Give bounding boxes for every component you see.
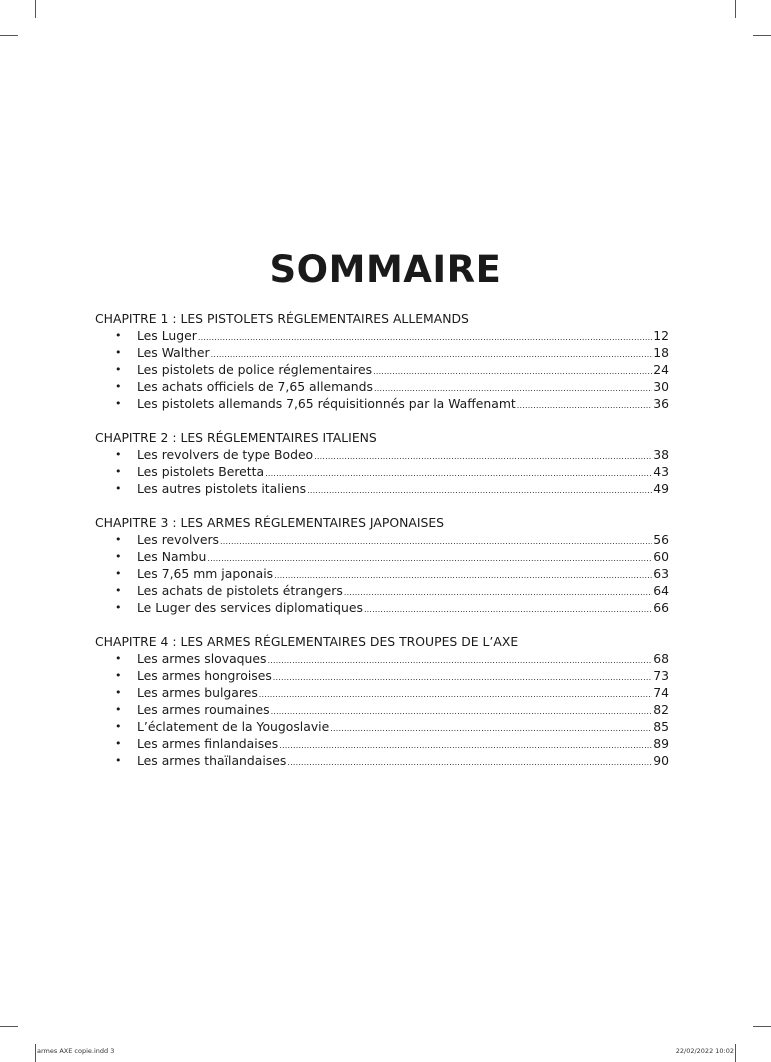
toc-page-number: 43 [653, 464, 669, 479]
toc-entry-label: Les achats de pistolets étrangers [137, 583, 343, 598]
toc-entry-label: Les pistolets de police réglementaires [137, 362, 373, 377]
toc-entry-label: Les Luger [137, 328, 197, 343]
chapter-title: CHAPITRE 1 : LES PISTOLETS RÉGLEMENTAIRES ALLEMANDS [95, 311, 469, 326]
toc-entry-label: Les armes hongroises [137, 668, 272, 683]
crop-mark [0, 1026, 18, 1027]
chapter-section [95, 633, 669, 769]
toc-entry [95, 752, 669, 769]
toc-entry [95, 344, 669, 361]
bullet-icon: • [115, 448, 122, 461]
bullet-icon: • [115, 329, 122, 342]
toc-entry-label: Les pistolets Beretta [137, 464, 265, 479]
toc-entry-label: Les revolvers [137, 532, 220, 547]
toc-page-number: 64 [653, 583, 669, 598]
chapter-title: CHAPITRE 4 : LES ARMES RÉGLEMENTAIRES DES TROUPES DE L’AXE [95, 634, 519, 649]
toc-page-number: 60 [653, 549, 669, 564]
bullet-icon: • [115, 754, 122, 767]
bullet-icon: • [115, 482, 122, 495]
toc-page-number: 85 [653, 719, 669, 734]
dot-leader [364, 601, 652, 618]
footer-file-name: armes AXE copie.indd 3 [37, 1047, 115, 1055]
toc-page-number: 90 [653, 753, 669, 768]
crop-mark [35, 0, 36, 18]
toc-page-number: 12 [653, 328, 669, 343]
bullet-icon: • [115, 363, 122, 376]
bullet-icon: • [115, 533, 122, 546]
bullet-icon: • [115, 652, 122, 665]
toc-page-number: 68 [653, 651, 669, 666]
bullet-icon: • [115, 686, 122, 699]
bullet-icon: • [115, 601, 122, 614]
chapter-section [95, 429, 669, 497]
bullet-icon: • [115, 567, 122, 580]
dot-leader [287, 754, 652, 771]
toc-page-number: 18 [653, 345, 669, 360]
toc-entry [95, 395, 669, 412]
bullet-icon: • [115, 703, 122, 716]
toc-page-number: 74 [653, 685, 669, 700]
chapter-title: CHAPITRE 2 : LES RÉGLEMENTAIRES ITALIENS [95, 430, 377, 445]
toc-entry [95, 548, 669, 565]
toc-entry [95, 565, 669, 582]
toc-page-number: 66 [653, 600, 669, 615]
bullet-icon: • [115, 465, 122, 478]
toc-entry [95, 667, 669, 684]
toc-entry-label: Les armes slovaques [137, 651, 267, 666]
crop-mark [0, 35, 18, 36]
bullet-icon: • [115, 550, 122, 563]
crop-mark [735, 0, 736, 18]
crop-mark [753, 1026, 771, 1027]
chapter-title: CHAPITRE 3 : LES ARMES RÉGLEMENTAIRES JAPONAISES [95, 515, 445, 530]
toc-entry-label: Les achats officiels de 7,65 allemands [137, 379, 373, 394]
toc-entry [95, 463, 669, 480]
toc-entry-label: Les pistolets allemands 7,65 réquisitionnés par la Waffenamt [137, 396, 516, 411]
toc-entry [95, 327, 669, 344]
toc-page-number: 63 [653, 566, 669, 581]
toc-entry-label: Les armes roumaines [137, 702, 270, 717]
toc-page-number: 36 [653, 396, 669, 411]
bullet-icon: • [115, 669, 122, 682]
toc-entry [95, 582, 669, 599]
toc-entry [95, 650, 669, 667]
chapter-section [95, 310, 669, 412]
toc-page-number: 24 [653, 362, 669, 377]
toc-page-number: 56 [653, 532, 669, 547]
toc-entry [95, 531, 669, 548]
table-of-contents [95, 310, 669, 786]
bullet-icon: • [115, 380, 122, 393]
toc-entry [95, 446, 669, 463]
toc-entry-label: Les armes thaïlandaises [137, 753, 287, 768]
dot-leader [307, 482, 652, 499]
toc-entry [95, 480, 669, 497]
footer-datetime: 22/02/2022 10:02 [675, 1047, 734, 1055]
toc-page-number: 38 [653, 447, 669, 462]
toc-entry-label: L’éclatement de la Yougoslavie [137, 719, 330, 734]
toc-entry-label: Les Walther [137, 345, 210, 360]
toc-page-number: 73 [653, 668, 669, 683]
page-title: SOMMAIRE [269, 248, 502, 291]
bullet-icon: • [115, 584, 122, 597]
toc-entry-label: Les autres pistolets italiens [137, 481, 307, 496]
toc-entry [95, 684, 669, 701]
toc-entry [95, 599, 669, 616]
chapter-section [95, 514, 669, 616]
toc-page-number: 89 [653, 736, 669, 751]
toc-entry [95, 718, 669, 735]
crop-mark [35, 1044, 36, 1062]
bullet-icon: • [115, 720, 122, 733]
toc-entry [95, 701, 669, 718]
toc-entry [95, 378, 669, 395]
toc-entry-label: Les Nambu [137, 549, 207, 564]
bullet-icon: • [115, 397, 122, 410]
toc-entry-label: Les 7,65 mm japonais [137, 566, 274, 581]
toc-page-number: 49 [653, 481, 669, 496]
crop-mark [753, 35, 771, 36]
toc-entry-label: Les armes bulgares [137, 685, 258, 700]
dot-leader [517, 397, 652, 414]
toc-entry-label: Les revolvers de type Bodeo [137, 447, 314, 462]
toc-page-number: 30 [653, 379, 669, 394]
toc-entry-label: Le Luger des services diplomatiques [137, 600, 363, 615]
toc-entry-label: Les armes finlandaises [137, 736, 279, 751]
bullet-icon: • [115, 346, 122, 359]
crop-mark [735, 1044, 736, 1062]
bullet-icon: • [115, 737, 122, 750]
toc-page-number: 82 [653, 702, 669, 717]
toc-entry [95, 361, 669, 378]
toc-entry [95, 735, 669, 752]
